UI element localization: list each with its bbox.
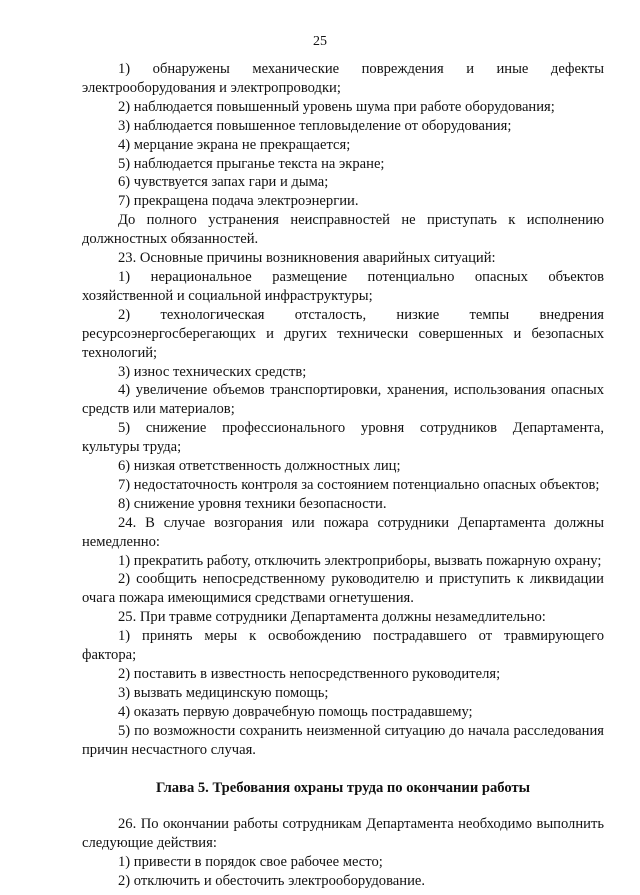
paragraph: 3) вызвать медицинскую помощь; (118, 684, 329, 701)
paragraph: 2) технологическая отсталость, низкие темпы внедрения ресурсоэнергосберегающих и других технически совершенных и безопасных технологий; (82, 306, 604, 361)
paragraph: 4) увеличение объемов транспортировки, хранения, использования опасных средств или материалов; (82, 382, 604, 418)
paragraph: 5) по возможности сохранить неизменной ситуацию до начала расследования причин несчастного случая. (82, 722, 604, 758)
page-number: 25 (313, 34, 327, 49)
paragraph: 1) обнаружены механические повреждения и иные дефекты электрооборудования и электропроводки; (82, 61, 604, 96)
paragraph: 3) наблюдается повышенное тепловыделение от оборудования; (118, 117, 512, 134)
paragraph-group-top (82, 60, 604, 760)
paragraph: 8) снижение уровня техники безопасности. (118, 495, 387, 512)
paragraph: 23. Основные причины возникновения аварийных ситуаций: (118, 250, 496, 267)
paragraph: 3) износ технических средств; (118, 363, 307, 380)
paragraph: 1) прекратить работу, отключить электроприборы, вызвать пожарную охрану; (118, 552, 602, 569)
paragraph: 25. При травме сотрудники Департамента должны незамедлительно: (118, 609, 546, 626)
paragraph: 5) наблюдается прыганье текста на экране; (118, 155, 385, 172)
paragraph: 6) низкая ответственность должностных лиц; (118, 458, 401, 475)
paragraph: 4) мерцание экрана не прекращается; (118, 136, 351, 153)
paragraph: 2) сообщить непосредственному руководителю и приступить к ликвидации очага пожара имеющимися средствами огнетушения. (82, 571, 604, 607)
paragraph: 2) наблюдается повышенный уровень шума при работе оборудования; (118, 98, 555, 115)
paragraph: 1) нерациональное размещение потенциально опасных объектов хозяйственной и социальной инфраструктуры; (82, 268, 604, 304)
paragraph: 2) поставить в известность непосредственного руководителя; (118, 666, 501, 682)
paragraph: 26. По окончании работы сотрудникам Департамента необходимо выполнить следующие действия: (82, 816, 604, 852)
paragraph-group-bottom (82, 815, 604, 891)
paragraph: 24. В случае возгорания или пожара сотрудники Департамента должны немедленно: (82, 514, 604, 550)
paragraph: 1) принять меры к освобождению пострадавшего от травмирующего фактора; (82, 628, 604, 664)
paragraph: 1) привести в порядок свое рабочее место; (118, 854, 383, 871)
paragraph: 5) снижение профессионального уровня сотрудников Департамента, культуры труда; (82, 420, 604, 456)
chapter-heading: Глава 5. Требования охраны труда по окончании работы (155, 779, 531, 796)
paragraph: До полного устранения неисправностей не приступать к исполнению должностных обязанностей. (82, 212, 604, 248)
document-body (82, 60, 604, 891)
paragraph: 7) прекращена подача электроэнергии. (118, 193, 359, 210)
paragraph: 7) недостаточность контроля за состоянием потенциально опасных объектов; (118, 476, 600, 493)
paragraph: 2) отключить и обесточить электрооборудование. (118, 873, 426, 890)
paragraph: 4) оказать первую доврачебную помощь пострадавшему; (118, 703, 473, 720)
paragraph: 6) чувствуется запах гари и дыма; (118, 174, 329, 191)
